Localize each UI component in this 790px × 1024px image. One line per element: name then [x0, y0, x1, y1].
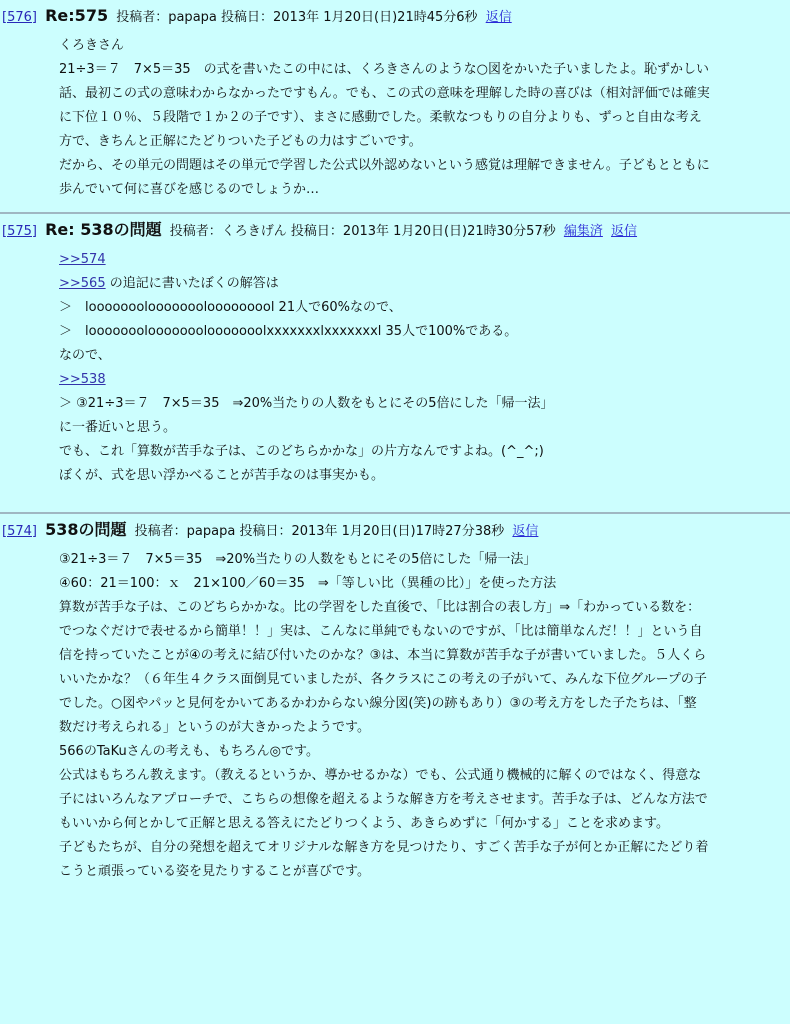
paragraph: [59, 548, 790, 596]
text-line: でも、これ「算数が苦手な子は、このどちらかかな」の片方なんですよね。(^_^;): [59, 444, 544, 459]
text-line: ④60：21＝100：ｘ 21×100／60＝35 ⇒「等しい比（異種の比）」を使った方法: [59, 576, 557, 591]
post-number-link[interactable]: [574]: [2, 524, 37, 539]
text-line: 公式はもちろん教えます。（教えるというか、導かせるかな）でも、公式通り機械的に解くのではなく、得意な: [59, 768, 702, 783]
text-line: こうと頑張っている姿を見たりすることが喜びです。: [59, 864, 370, 879]
text-line: いいたかな？（６年生４クラス面倒見ていましたが、各クラスにこの考えの子がいて、みんな下位グループの子: [59, 672, 707, 687]
text-line: 子にはいろんなアプローチで、こちらの想像を超えるような解き方を考えさせます。苦手な子は、どんな方法で: [59, 792, 708, 807]
reply-link[interactable]: 返信: [611, 224, 638, 239]
text-line: に下位１０％、５段階で１か２の子です）、まさに感動でした。柔軟なつもりの自分よりも、ずっと自由な考え: [59, 110, 702, 125]
post-header: [0, 214, 790, 244]
post-body: [0, 30, 790, 202]
text-line: 子どもたちが、自分の発想を超えてオリジナルな解き方を見つけたり、すごく苦手な子が何とか正解にたどり着: [59, 840, 709, 855]
text-line: 歩んでいて何に喜びを感じるのでしょうか…: [59, 182, 320, 197]
quote-link[interactable]: >>574: [59, 252, 106, 267]
post-title: Re: 538の問題: [45, 220, 162, 239]
text-line: 21÷3＝７ 7×5＝35 の式を書いたこの中には、くろきさんのような○図をかいた子いましたよ。恥ずかしい: [59, 62, 710, 77]
paragraph: [59, 764, 790, 836]
post-meta: 投稿者：papapa 投稿日：2013年 1月20日(日)17時27分38秒: [134, 524, 505, 539]
paragraph: [59, 416, 790, 488]
text-line: 信を持っていたことが④の考えに結び付いたのかな？③は、本当に算数が苦手な子が書いていました。５人くら: [59, 648, 707, 663]
post-header: [0, 514, 790, 544]
post-title: 538の問題: [45, 520, 127, 539]
paragraph: [59, 368, 790, 416]
paragraph: [59, 296, 790, 344]
post-575: [0, 214, 790, 488]
paragraph: [59, 58, 790, 154]
paragraph: [59, 272, 790, 296]
text-line: でつなぐだけで表せるから簡単！！」実は、こんなに単純でもないのですが、「比は簡単なんだ！！」という自: [59, 624, 703, 639]
text-line: ＞ ③21÷3＝７ 7×5＝35 ⇒20%当たりの人数をもとにその5倍にした「帰一法」: [59, 396, 554, 411]
reply-link[interactable]: 返信: [485, 10, 512, 25]
text-line: 566のTaKuさんの考えも、もちろん◎です。: [59, 744, 319, 759]
text-line: でした。○図やパッと見何をかいてあるかわからない線分図(笑)の跡もあり）③の考え方をした子たちは、「整: [59, 696, 697, 711]
post-body: [0, 544, 790, 884]
post-header: [0, 0, 790, 30]
paragraph: [59, 596, 790, 740]
text-line: だから、その単元の問題はその単元で学習した公式以外認めないという感覚は理解できません。子どもとともに: [59, 158, 710, 173]
post-meta: 投稿者：papapa 投稿日：2013年 1月20日(日)21時45分6秒: [116, 10, 478, 25]
paragraph: [59, 248, 790, 272]
quote-link[interactable]: >>538: [59, 372, 106, 387]
text-line: 数だけ考えられる」というのが大きかったようです。: [59, 720, 370, 735]
post-574: [0, 514, 790, 884]
text: の追記に書いたぼくの解答は: [105, 276, 279, 291]
post-body: [0, 244, 790, 488]
edited-link[interactable]: 編集済: [563, 224, 603, 239]
text-line: ③21÷3＝７ 7×5＝35 ⇒20%当たりの人数をもとにその5倍にした「帰一法」: [59, 552, 537, 567]
quote-link[interactable]: >>565: [59, 276, 106, 291]
text-line: なので、: [59, 348, 111, 363]
paragraph: [59, 154, 790, 202]
text-line: 算数が苦手な子は、このどちらかかな。比の学習をした直後で、「比は割合の表し方」⇒「わかっている数を：: [59, 600, 701, 615]
text-line: くろきさん: [59, 38, 125, 53]
paragraph: [59, 836, 790, 884]
text-line: もいいから何とかして正解と思える答えにたどりつくよう、あきらめずに「何かする」ことを求めます。: [59, 816, 669, 831]
paragraph: [59, 344, 790, 368]
paragraph: [59, 740, 790, 764]
text-line: 話、最初この式の意味わからなかったですもん。でも、この式の意味を理解した時の喜びは（相対評価では確実: [59, 86, 710, 101]
post-576: [0, 0, 790, 202]
reply-link[interactable]: 返信: [512, 524, 539, 539]
text-line: 方で、きちんと正解にたどりついた子どもの力はすごいです。: [59, 134, 422, 149]
text-line: に一番近いと思う。: [59, 420, 177, 435]
text-line: ＞ looooooolooooooolooooooool 21人で60%なので、: [59, 300, 402, 315]
text-line: ＞ looooooolooooooolooooooolxxxxxxxlxxxxxxxl 35人で100%である。: [59, 324, 518, 339]
post-number-link[interactable]: [576]: [2, 10, 37, 25]
text-line: ぼくが、式を思い浮かべることが苦手なのは事実かも。: [59, 468, 385, 483]
paragraph: [59, 34, 790, 58]
post-number-link[interactable]: [575]: [2, 224, 37, 239]
post-title: Re:575: [45, 6, 109, 25]
post-meta: 投稿者：くろきげん 投稿日：2013年 1月20日(日)21時30分57秒: [169, 224, 556, 239]
